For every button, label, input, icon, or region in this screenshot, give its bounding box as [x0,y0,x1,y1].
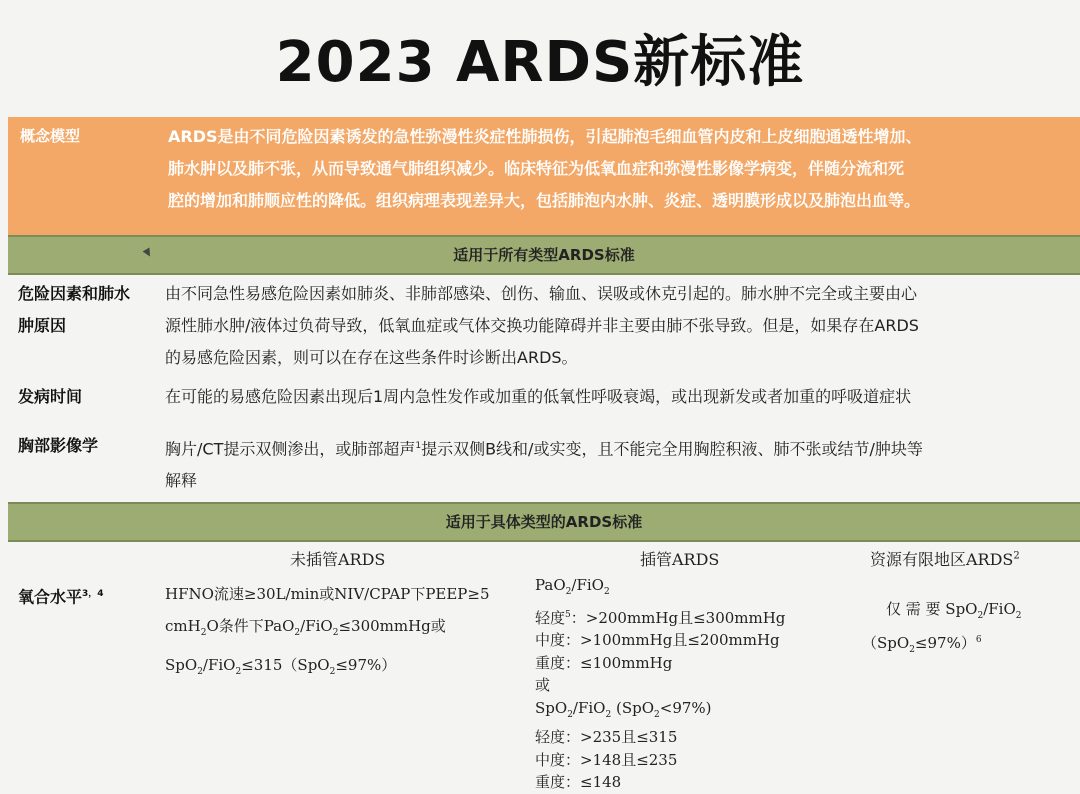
l-sub: 2 [977,611,984,621]
imaging-line1: 胸片/CT提示双侧渗出，或肺部超声 [165,439,416,459]
intubated-sf-mild: 轻度：>235且≤315 [535,728,678,746]
risk-line: 由不同急性易感危险因素如肺炎、非肺部感染、创伤、输血、误吸或休克引起的。肺水肿不完全或主要由心 [165,284,918,303]
ni-l3d: ≤97%） [335,656,397,674]
ni-sub: 2 [197,667,203,677]
col-limited-text: 资源有限地区ARDS [870,550,1014,569]
ni-l2c: /FiO [300,617,333,635]
i-sf-d: <97%) [659,698,712,717]
section-header-all: 适用于所有类型ARDS标准 [8,235,1080,275]
oxygenation-label [18,578,104,613]
i-pf-b: /FiO [571,576,604,594]
ni-sub: 2 [200,628,207,638]
intubated-sf-severe: 重度：≤148 [535,773,622,791]
non-intubated-line3 [165,649,525,688]
onset-label: 发病时间 [18,387,83,406]
i-sub: 2 [565,587,572,597]
risk-line: 源性肺水肿/液体过负荷导致，低氧血症或气体交换功能障碍并非主要由肺不张导致。但是，如果存在ARDS [165,316,919,335]
imaging-line1-rest: 提示双侧B线和/或实变，且不能完全用胸腔积液、肺不张或结节/肿块等 [421,439,923,459]
ni-l2a: cmH [165,617,201,635]
ni-sub: 2 [235,667,242,677]
ni-l2d: ≤300mmHg或 [338,617,446,635]
ni-l3a: SpO [165,656,198,674]
i-sf-b: /FiO [572,698,606,717]
l-l1b: /FiO [983,600,1016,618]
limited-criteria [862,597,1077,662]
l-l2a: （SpO [862,634,910,652]
l-sub: 2 [1015,611,1022,621]
limited-line2 [862,628,1077,662]
risk-label-line: 危险因素和肺水 [18,284,131,303]
intubated-sf-moderate: 中度：>148且≤235 [535,750,678,769]
i-mild-sup: 5 [565,609,571,620]
intubated-severe: 重度：≤100mmHg [535,653,673,672]
i-mild: ：>200mmHg且≤300mmHg [570,608,786,627]
ni-l3b: /FiO [202,656,236,674]
risk-label-line: 肿原因 [18,316,67,335]
intubated-mild [535,604,835,630]
i-sub: 2 [567,709,573,720]
oxygenation-label-text: 氧合水平 [18,587,83,607]
imaging-line: 解释 [165,471,198,491]
i-pf-a: PaO [535,576,566,594]
l-l2b: ≤97%） [914,634,976,652]
page-title: 2023 ARDS新标准 [275,30,805,95]
non-intubated-line2 [165,610,525,649]
ni-sub: 2 [329,667,336,677]
l-l2sup: 6 [975,635,982,645]
imaging-label: 胸部影像学 [18,436,99,455]
concept-line: ARDS是由不同危险因素诱发的急性弥漫性炎症性肺损伤，引起肺泡毛细血管内皮和上皮细胞通透性增加、 [168,127,922,146]
intubated-criteria [535,574,835,794]
non-intubated-line1: HFNO流速≥30L/min或NIV/CPAP下PEEP≥5 [165,585,490,603]
concept-line: 肺水肿以及肺不张，从而导致通气肺组织减少。临床特征为低氧血症和弥漫性影像学病变，伴随分流和死 [168,159,905,178]
oxygenation-label-sup: 3，4 [82,589,104,599]
col-limited-sup: 2 [1013,550,1020,562]
imaging-line [165,430,1070,465]
imaging-text [165,430,1070,497]
i-sf-a: SpO [535,698,568,717]
concept-line: 腔的增加和肺顺应性的降低。组织病理表现差异大，包括肺泡内水肿、炎症、透明膜形成以及肺泡出血等。 [168,191,921,210]
imaging-sup: 1 [415,441,422,451]
l-l1a: 仅 需 要 SpO [886,600,978,618]
ni-sub: 2 [332,628,339,638]
risk-text [165,278,1070,374]
col-non-intubated: 未插管ARDS [290,550,386,569]
non-intubated-criteria [165,578,525,688]
ni-l3c: ≤315（SpO [241,656,330,674]
intubated-pf-head [535,574,835,604]
concept-text [168,121,1073,217]
limited-line1 [862,597,1077,628]
intubated-sf-head [535,697,835,727]
col-limited [870,547,1020,570]
onset-text: 在可能的易感危险因素出现后1周内急性发作或加重的低氧性呼吸衰竭，或出现新发或者加重的呼吸道症状 [165,387,912,406]
risk-label [18,278,130,342]
i-mild-label: 轻度 [535,608,566,627]
concept-model-row [8,117,1080,235]
ni-l2b: O条件下PaO [206,617,295,635]
i-sf-c: (SpO [611,698,655,717]
intubated-or: 或 [535,676,551,694]
i-sub: 2 [605,709,612,720]
l-sub: 2 [909,645,915,655]
risk-line: 的易感危险因素，则可以在存在这些条件时诊断出ARDS。 [165,348,578,367]
section-header-specific: 适用于具体类型的ARDS标准 [8,502,1080,542]
intubated-moderate: 中度：>100mmHg且≤200mmHg [535,631,780,649]
i-sub: 2 [654,709,660,720]
ni-sub: 2 [294,628,301,638]
col-intubated: 插管ARDS [640,550,720,569]
concept-label: 概念模型 [20,127,81,145]
i-sub: 2 [603,587,610,597]
